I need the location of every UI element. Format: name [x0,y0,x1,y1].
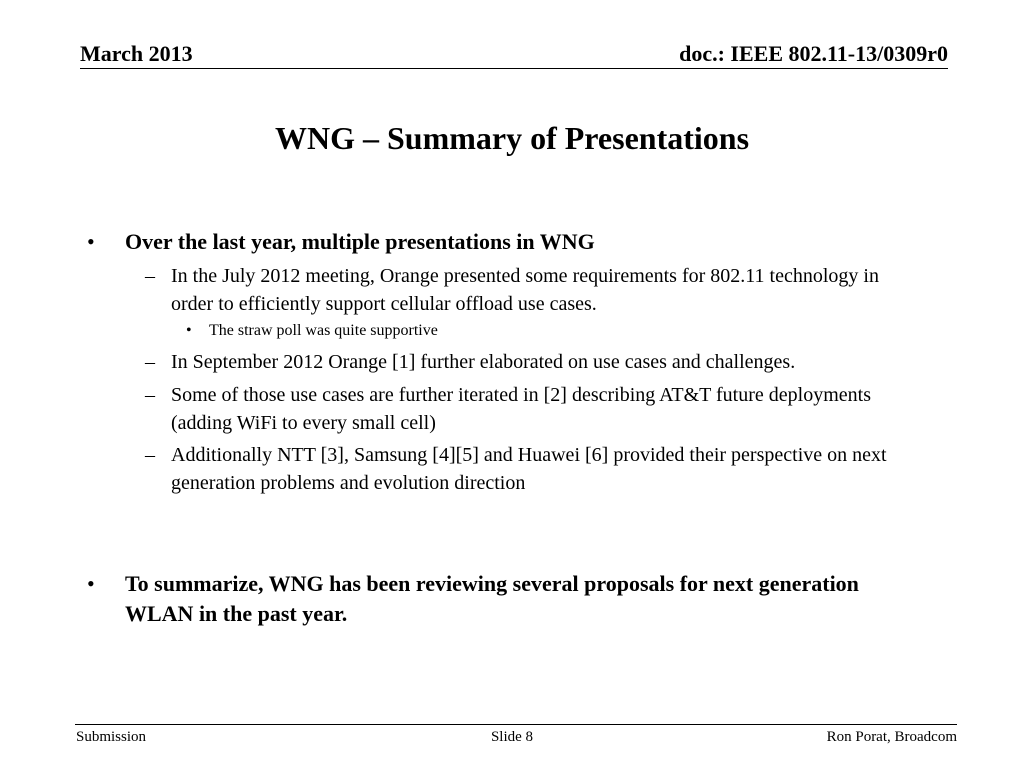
sub-bullet-text: Some of those use cases are further iterated in [2] describing AT&T future deployments (adding WiFi to every small cell) [171,384,871,434]
sub-bullet-marker: – [145,384,155,406]
footer-submission: Submission [76,729,147,745]
header-date: March 2013 [80,41,193,66]
header-doc-id: doc.: IEEE 802.11-13/0309r0 [679,41,948,66]
footer-author: Ron Porat, Broadcom [826,729,957,745]
sub-bullet-text: In the July 2012 meeting, Orange presented some requirements for 802.11 technology in order to efficiently support cellular offload use cases. [171,265,879,315]
sub-sub-bullet-marker: • [186,322,192,339]
sub-bullet-text: In September 2012 Orange [1] further elaborated on use cases and challenges. [171,351,796,373]
sub-bullet-marker: – [145,444,155,466]
sub-sub-bullet-text: The straw poll was quite supportive [209,322,438,339]
bullet-marker: • [87,571,95,596]
bullet-marker: • [87,229,95,254]
slide-title: WNG – Summary of Presentations [274,120,750,156]
sub-bullet-text: Additionally NTT [3], Samsung [4][5] and Huawei [6] provided their perspective on next generation problems and evolution direction [171,444,887,494]
sub-bullet-marker: – [145,351,155,373]
footer-divider [75,724,957,725]
bullet-text: To summarize, WNG has been reviewing several proposals for next generation WLAN in the past year. [125,571,859,626]
bullet-text: Over the last year, multiple presentations in WNG [125,229,595,254]
footer-slide-number: Slide 8 [490,729,534,745]
sub-bullet-marker: – [145,265,155,287]
